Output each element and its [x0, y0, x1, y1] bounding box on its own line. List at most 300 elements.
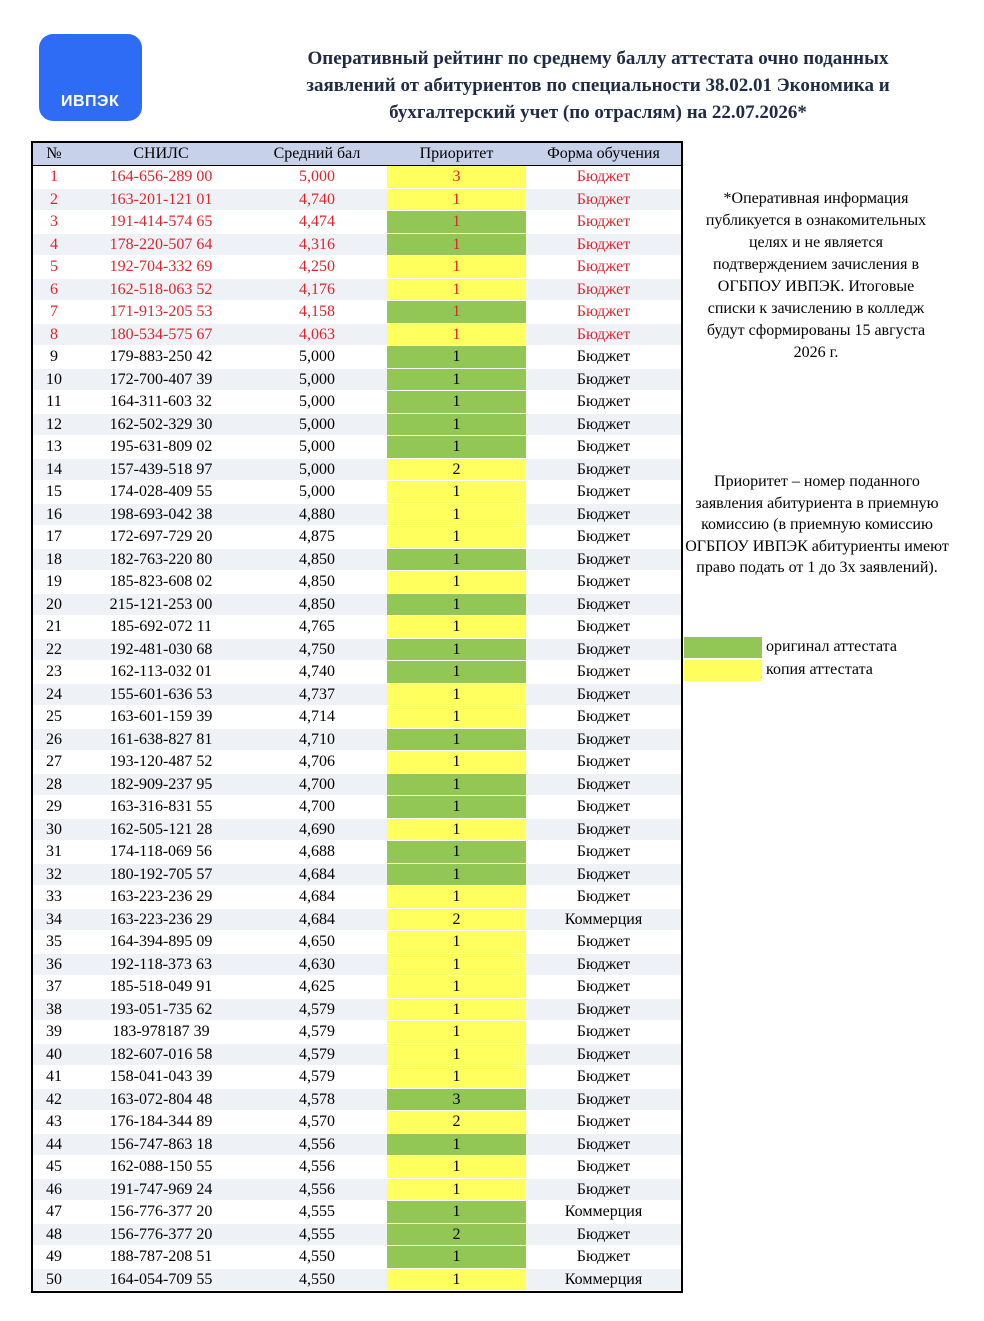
cell-snils: 191-414-574 65 [109, 213, 213, 230]
cell-score: 4,684 [299, 910, 335, 928]
legend-copy [684, 659, 873, 681]
cell-snils: 182-909-237 95 [109, 775, 213, 793]
cell-score: 4,737 [299, 685, 335, 703]
cell-form: Бюджет [576, 1135, 631, 1153]
cell-score: 4,316 [299, 235, 335, 253]
cell-snils: 188-787-208 51 [109, 1248, 213, 1265]
cell-snils: 163-201-121 01 [109, 190, 213, 208]
table-row [33, 1246, 681, 1269]
cell-form: Бюджет [576, 865, 631, 883]
cell-priority: 1 [387, 414, 526, 436]
table-row [33, 639, 681, 662]
cell-number: 25 [46, 708, 62, 725]
cell-score: 4,684 [299, 888, 335, 905]
cell-form: Бюджет [576, 708, 631, 725]
cell-score: 5,000 [299, 393, 335, 410]
table-row [33, 1111, 681, 1134]
cell-form: Бюджет [576, 1000, 631, 1018]
cell-number: 23 [46, 663, 62, 680]
cell-score: 4,710 [299, 730, 335, 748]
cell-priority: 1 [387, 886, 526, 908]
cell-form: Бюджет [576, 370, 631, 388]
table-header [33, 143, 681, 166]
table-row [33, 346, 681, 369]
cell-number: 36 [46, 955, 62, 973]
cell-form: Бюджет [576, 505, 631, 523]
cell-number: 24 [46, 685, 62, 703]
cell-priority: 1 [387, 301, 526, 323]
rating-table [31, 141, 683, 1293]
legend-original [684, 636, 897, 658]
cell-form: Бюджет [576, 190, 631, 208]
cell-form: Бюджет [576, 1158, 631, 1175]
cell-number: 48 [46, 1225, 62, 1243]
cell-form: Бюджет [576, 460, 631, 478]
column-header-score: Средний бал [273, 145, 361, 162]
cell-priority: 1 [387, 369, 526, 391]
cell-priority: 1 [387, 931, 526, 953]
cell-form: Бюджет [576, 888, 631, 905]
cell-form: Коммерция [564, 910, 643, 928]
cell-priority: 1 [387, 864, 526, 886]
cell-form: Бюджет [576, 1180, 631, 1198]
cell-form: Бюджет [576, 1248, 631, 1265]
table-row [33, 549, 681, 572]
legend-label-copy: копия аттестата [766, 661, 873, 678]
cell-number: 1 [50, 168, 58, 185]
column-header-snils: СНИЛС [133, 145, 189, 162]
column-header-form: Форма обучения [547, 145, 660, 162]
table-row [33, 796, 681, 819]
cell-score: 4,158 [299, 303, 335, 320]
cell-priority: 1 [387, 504, 526, 526]
cell-form: Бюджет [576, 1113, 631, 1130]
table-row [33, 571, 681, 594]
cell-form: Бюджет [576, 325, 631, 343]
cell-snils: 192-481-030 68 [109, 640, 213, 658]
cell-score: 4,556 [299, 1135, 335, 1153]
cell-score: 4,765 [299, 618, 335, 635]
cell-snils: 164-054-709 55 [109, 1270, 213, 1288]
table-row [33, 729, 681, 752]
cell-form: Бюджет [576, 775, 631, 793]
table-row [33, 256, 681, 279]
cell-score: 4,688 [299, 843, 335, 860]
priority-note: Приоритет – номер поданного заявления абитуриента в приемную комиссию (в приемную комиссию ОГБПОУ ИВПЭК абитуриенты имеют право подать от 1 до 3х заявлений). [685, 473, 949, 576]
cell-priority: 3 [387, 166, 526, 188]
cell-number: 9 [50, 348, 58, 365]
cell-form: Бюджет [576, 663, 631, 680]
cell-score: 4,630 [299, 955, 335, 973]
cell-priority: 1 [387, 819, 526, 841]
cell-priority: 1 [387, 436, 526, 458]
cell-snils: 155-601-636 53 [109, 685, 213, 703]
cell-form: Бюджет [576, 550, 631, 568]
cell-priority: 1 [387, 594, 526, 616]
cell-snils: 164-394-895 09 [109, 933, 213, 950]
table-row [33, 1201, 681, 1224]
table-row [33, 414, 681, 437]
cell-form: Бюджет [576, 933, 631, 950]
cell-form: Бюджет [576, 1225, 631, 1243]
cell-priority: 1 [387, 774, 526, 796]
table-row [33, 234, 681, 257]
cell-priority: 1 [387, 279, 526, 301]
cell-priority: 1 [387, 751, 526, 773]
cell-score: 4,474 [299, 213, 335, 230]
cell-form: Бюджет [576, 528, 631, 545]
cell-score: 4,706 [299, 753, 335, 770]
cell-priority: 1 [387, 324, 526, 346]
table-row [33, 1066, 681, 1089]
cell-score: 4,850 [299, 550, 335, 568]
cell-snils: 195-631-809 02 [109, 438, 213, 455]
cell-form: Бюджет [576, 1045, 631, 1063]
cell-number: 43 [46, 1113, 62, 1130]
cell-form: Бюджет [576, 843, 631, 860]
cell-number: 27 [46, 753, 62, 770]
cell-form: Коммерция [564, 1270, 643, 1288]
cell-snils: 215-121-253 00 [109, 595, 213, 613]
table-row [33, 1021, 681, 1044]
cell-score: 5,000 [299, 483, 335, 500]
table-row [33, 909, 681, 932]
cell-priority: 1 [387, 481, 526, 503]
cell-priority: 1 [387, 256, 526, 278]
cell-score: 4,650 [299, 933, 335, 950]
table-row [33, 954, 681, 977]
cell-snils: 185-823-608 02 [109, 573, 213, 590]
cell-number: 40 [46, 1045, 62, 1063]
cell-form: Бюджет [576, 1068, 631, 1085]
cell-number: 19 [46, 573, 62, 590]
cell-number: 18 [46, 550, 62, 568]
table-row [33, 166, 681, 189]
cell-number: 20 [46, 595, 62, 613]
cell-snils: 182-607-016 58 [109, 1045, 213, 1063]
cell-number: 13 [46, 438, 62, 455]
cell-number: 15 [46, 483, 62, 500]
table-row [33, 1044, 681, 1067]
cell-priority: 3 [387, 1089, 526, 1111]
cell-number: 50 [46, 1270, 62, 1288]
cell-snils: 178-220-507 64 [109, 235, 213, 253]
table-row [33, 1089, 681, 1112]
cell-priority: 1 [387, 234, 526, 256]
cell-priority: 1 [387, 189, 526, 211]
cell-form: Бюджет [576, 955, 631, 973]
cell-score: 4,550 [299, 1248, 335, 1265]
cell-number: 35 [46, 933, 62, 950]
cell-snils: 163-223-236 29 [109, 910, 213, 928]
cell-number: 4 [50, 235, 58, 253]
cell-snils: 172-697-729 20 [109, 528, 213, 545]
table-row [33, 459, 681, 482]
cell-number: 45 [46, 1158, 62, 1175]
cell-form: Бюджет [576, 213, 631, 230]
cell-number: 46 [46, 1180, 62, 1198]
cell-snils: 157-439-518 97 [109, 460, 213, 478]
cell-score: 4,740 [299, 663, 335, 680]
cell-priority: 1 [387, 1269, 526, 1291]
cell-priority: 2 [387, 909, 526, 931]
cell-number: 16 [46, 505, 62, 523]
legend-label-original: оригинал аттестата [766, 638, 897, 655]
cell-snils: 163-316-831 55 [109, 798, 213, 815]
cell-score: 4,250 [299, 258, 335, 275]
column-header-priority: Приоритет [419, 145, 494, 162]
cell-number: 42 [46, 1090, 62, 1108]
cell-priority: 1 [387, 1179, 526, 1201]
table-row [33, 324, 681, 347]
cell-snils: 180-534-575 67 [109, 325, 213, 343]
cell-form: Бюджет [576, 573, 631, 590]
table-row [33, 751, 681, 774]
table-row [33, 661, 681, 684]
cell-form: Бюджет [576, 820, 631, 838]
cell-form: Бюджет [576, 303, 631, 320]
cell-snils: 176-184-344 89 [109, 1113, 213, 1130]
cell-number: 44 [46, 1135, 62, 1153]
cell-score: 4,700 [299, 798, 335, 815]
cell-number: 28 [46, 775, 62, 793]
cell-priority: 1 [387, 211, 526, 233]
cell-score: 5,000 [299, 438, 335, 455]
table-row [33, 706, 681, 729]
cell-score: 4,690 [299, 820, 335, 838]
logo [39, 34, 142, 121]
cell-snils: 191-747-969 24 [109, 1180, 213, 1198]
cell-snils: 156-776-377 20 [109, 1225, 213, 1243]
table-row [33, 1134, 681, 1157]
cell-number: 22 [46, 640, 62, 658]
legend-swatch-copy [684, 660, 762, 681]
table-row [33, 1179, 681, 1202]
cell-number: 7 [50, 303, 58, 320]
cell-priority: 1 [387, 346, 526, 368]
cell-form: Бюджет [576, 1023, 631, 1040]
cell-priority: 1 [387, 661, 526, 683]
cell-snils: 174-028-409 55 [109, 483, 213, 500]
cell-number: 2 [50, 190, 58, 208]
cell-snils: 156-747-863 18 [109, 1135, 213, 1153]
cell-score: 4,570 [299, 1113, 335, 1130]
cell-snils: 163-601-159 39 [109, 708, 213, 725]
cell-snils: 162-113-032 01 [109, 663, 213, 680]
cell-score: 4,176 [299, 280, 335, 298]
cell-number: 38 [46, 1000, 62, 1018]
cell-snils: 163-072-804 48 [109, 1090, 213, 1108]
table-row [33, 1269, 681, 1292]
cell-snils: 162-505-121 28 [109, 820, 213, 838]
cell-snils: 162-502-329 30 [109, 415, 213, 433]
cell-priority: 1 [387, 549, 526, 571]
cell-form: Бюджет [576, 730, 631, 748]
table-row [33, 976, 681, 999]
cell-snils: 156-776-377 20 [109, 1203, 213, 1220]
cell-number: 5 [50, 258, 58, 275]
cell-form: Бюджет [576, 415, 631, 433]
cell-form: Бюджет [576, 235, 631, 253]
cell-form: Бюджет [576, 1090, 631, 1108]
cell-snils: 164-311-603 32 [109, 393, 213, 410]
cell-score: 4,625 [299, 978, 335, 995]
cell-number: 29 [46, 798, 62, 815]
cell-number: 8 [50, 325, 58, 343]
table-row [33, 189, 681, 212]
cell-number: 47 [46, 1203, 62, 1220]
cell-form: Бюджет [576, 348, 631, 365]
table-row [33, 526, 681, 549]
cell-form: Коммерция [564, 1203, 643, 1220]
cell-number: 6 [50, 280, 58, 298]
table-row [33, 1224, 681, 1247]
table-row [33, 279, 681, 302]
cell-priority: 1 [387, 639, 526, 661]
table-row [33, 481, 681, 504]
cell-snils: 182-763-220 80 [109, 550, 213, 568]
table-row [33, 369, 681, 392]
cell-priority: 1 [387, 616, 526, 638]
table-row [33, 301, 681, 324]
table-row [33, 594, 681, 617]
cell-priority: 1 [387, 1021, 526, 1043]
cell-priority: 2 [387, 459, 526, 481]
table-row [33, 774, 681, 797]
cell-form: Бюджет [576, 618, 631, 635]
table-row [33, 1156, 681, 1179]
cell-snils: 172-700-407 39 [109, 370, 213, 388]
cell-snils: 161-638-827 81 [109, 730, 213, 748]
disclaimer-note: *Оперативная информация публикуется в ознакомительных целях и не является подтверждением зачисления в ОГБПОУ ИВПЭК. Итоговые списки к зачислению в колледж будут сформированы 15 августа 2026 г. [705, 190, 927, 361]
table-row [33, 841, 681, 864]
cell-score: 5,000 [299, 348, 335, 365]
cell-score: 4,556 [299, 1180, 335, 1198]
cell-priority: 1 [387, 954, 526, 976]
cell-number: 31 [46, 843, 62, 860]
cell-priority: 1 [387, 526, 526, 548]
cell-score: 4,875 [299, 528, 335, 545]
cell-form: Бюджет [576, 685, 631, 703]
cell-priority: 1 [387, 841, 526, 863]
cell-score: 4,063 [299, 325, 335, 343]
cell-priority: 1 [387, 1156, 526, 1178]
table-row [33, 684, 681, 707]
table-row [33, 999, 681, 1022]
cell-form: Бюджет [576, 483, 631, 500]
table-row [33, 886, 681, 909]
cell-snils: 163-223-236 29 [109, 888, 213, 905]
cell-score: 5,000 [299, 370, 335, 388]
cell-number: 34 [46, 910, 62, 928]
cell-form: Бюджет [576, 168, 631, 185]
cell-form: Бюджет [576, 978, 631, 995]
cell-priority: 2 [387, 1224, 526, 1246]
cell-number: 3 [50, 213, 58, 230]
table-row [33, 864, 681, 887]
cell-number: 37 [46, 978, 62, 995]
cell-score: 4,750 [299, 640, 335, 658]
cell-number: 39 [46, 1023, 62, 1040]
table-row [33, 436, 681, 459]
cell-number: 26 [46, 730, 62, 748]
cell-form: Бюджет [576, 595, 631, 613]
cell-snils: 158-041-043 39 [109, 1068, 213, 1085]
cell-score: 4,700 [299, 775, 335, 793]
cell-number: 21 [46, 618, 62, 635]
cell-number: 30 [46, 820, 62, 838]
cell-snils: 185-518-049 91 [109, 978, 213, 995]
cell-score: 4,850 [299, 595, 335, 613]
cell-score: 4,579 [299, 1023, 335, 1040]
cell-priority: 1 [387, 571, 526, 593]
cell-priority: 1 [387, 976, 526, 998]
cell-score: 4,684 [299, 865, 335, 883]
table-row [33, 391, 681, 414]
cell-number: 41 [46, 1068, 62, 1085]
cell-score: 4,579 [299, 1045, 335, 1063]
table-row [33, 616, 681, 639]
cell-form: Бюджет [576, 258, 631, 275]
cell-number: 32 [46, 865, 62, 883]
cell-priority: 1 [387, 729, 526, 751]
cell-snils: 162-088-150 55 [109, 1158, 213, 1175]
cell-score: 4,555 [299, 1225, 335, 1243]
cell-priority: 1 [387, 1201, 526, 1223]
cell-score: 5,000 [299, 460, 335, 478]
cell-score: 4,880 [299, 505, 335, 523]
cell-number: 17 [46, 528, 62, 545]
cell-snils: 193-051-735 62 [109, 1000, 213, 1018]
column-header-number: № [46, 145, 62, 162]
cell-snils: 174-118-069 56 [109, 843, 213, 860]
cell-score: 4,550 [299, 1270, 335, 1288]
page-title: Оперативный рейтинг по среднему баллу аттестата очно поданных заявлений от абитуриентов по специальности 38.02.01 Экономика и бухгалтерский учет (по отраслям) на 22.07.2026* [306, 48, 890, 123]
cell-score: 5,000 [299, 415, 335, 433]
cell-score: 4,556 [299, 1158, 335, 1175]
cell-priority: 1 [387, 684, 526, 706]
cell-number: 10 [46, 370, 62, 388]
cell-snils: 193-120-487 52 [109, 753, 213, 770]
cell-snils: 162-518-063 52 [109, 280, 213, 298]
cell-snils: 179-883-250 42 [109, 348, 213, 365]
cell-priority: 1 [387, 1044, 526, 1066]
cell-number: 14 [46, 460, 62, 478]
cell-snils: 180-192-705 57 [109, 865, 213, 883]
cell-snils: 192-704-332 69 [109, 258, 213, 275]
table-row [33, 504, 681, 527]
table-row [33, 211, 681, 234]
cell-priority: 1 [387, 1066, 526, 1088]
cell-number: 12 [46, 415, 62, 433]
table-body [33, 166, 681, 1291]
cell-snils: 192-118-373 63 [109, 955, 213, 973]
cell-score: 4,714 [299, 708, 335, 725]
cell-snils: 164-656-289 00 [109, 168, 213, 185]
cell-priority: 1 [387, 706, 526, 728]
cell-snils: 183-978187 39 [112, 1023, 210, 1040]
cell-form: Бюджет [576, 640, 631, 658]
cell-score: 4,850 [299, 573, 335, 590]
cell-priority: 1 [387, 1246, 526, 1268]
cell-score: 5,000 [299, 168, 335, 185]
logo-text: ИВПЭК [61, 93, 120, 110]
cell-priority: 2 [387, 1111, 526, 1133]
cell-form: Бюджет [576, 280, 631, 298]
cell-form: Бюджет [576, 753, 631, 770]
cell-form: Бюджет [576, 798, 631, 815]
cell-priority: 1 [387, 999, 526, 1021]
